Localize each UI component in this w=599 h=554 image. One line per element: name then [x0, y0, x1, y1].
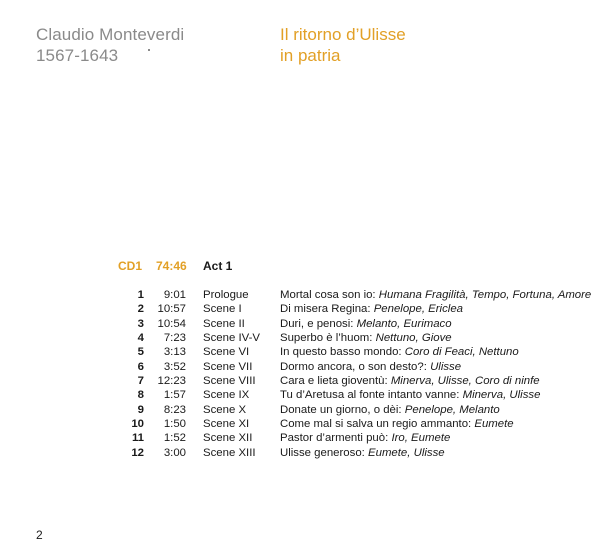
track-roles: Coro di Feaci, Nettuno	[404, 346, 519, 359]
track-number: 11	[131, 432, 144, 445]
track-row	[0, 288, 599, 302]
track-title	[280, 331, 452, 345]
track-row	[0, 417, 599, 431]
track-duration: 10:54	[157, 317, 186, 330]
track-number: 4	[137, 332, 144, 345]
track-duration: 8:23	[163, 403, 186, 416]
track-row	[0, 446, 599, 460]
track-title	[280, 288, 591, 302]
track-title-text: Mortal cosa son io:	[280, 289, 379, 301]
track-roles: Minerva, Ulisse, Coro di ninfe	[390, 375, 540, 388]
track-roles: Humana Fragilità, Tempo, Fortuna, Amore	[378, 289, 592, 301]
track-title	[280, 431, 450, 445]
decorative-dot	[148, 49, 150, 51]
work-title-line-1: Il ritorno d’Ulisse	[280, 25, 406, 44]
track-title-text: Cara e lieta gioventù:	[280, 375, 391, 388]
track-title-text: Dormo ancora, o son desto?:	[280, 360, 431, 373]
track-number: 8	[137, 389, 144, 402]
track-title	[280, 388, 540, 402]
track-duration: 1:50	[163, 418, 186, 431]
track-scene: Scene II	[203, 317, 245, 330]
track-roles: Nettuno, Giove	[375, 332, 452, 345]
track-row	[0, 302, 599, 316]
track-row	[0, 345, 599, 359]
track-roles: Iro, Eumete	[391, 432, 451, 445]
track-title-text: Pastor d’armenti può:	[280, 432, 392, 445]
track-scene: Scene XII	[203, 432, 253, 445]
track-title	[280, 317, 452, 331]
track-duration: 1:52	[163, 432, 186, 445]
cd-duration: 74:46	[156, 259, 187, 273]
track-title-text: Duri, e penosi:	[280, 317, 357, 330]
composer-name: Claudio Monteverdi	[36, 25, 185, 44]
track-roles: Penelope, Ericlea	[373, 303, 463, 316]
track-list	[0, 288, 599, 460]
work-title-block	[280, 24, 406, 66]
track-duration: 3:13	[163, 346, 186, 359]
track-title	[280, 302, 463, 316]
act-heading: Act 1	[203, 259, 233, 273]
track-roles: Penelope, Melanto	[404, 403, 500, 416]
track-scene: Scene I	[203, 303, 242, 316]
track-title-text: Di misera Regina:	[280, 303, 374, 316]
track-scene: Scene IX	[203, 389, 250, 402]
track-title	[280, 417, 514, 431]
track-row	[0, 360, 599, 374]
track-duration: 7:23	[163, 332, 186, 345]
cd-label: CD1	[118, 259, 143, 273]
track-scene: Scene VII	[203, 360, 253, 373]
track-row	[0, 403, 599, 417]
track-number: 1	[137, 289, 144, 301]
page-number: 2	[36, 528, 43, 542]
track-title-text: Donate un giorno, o dèi:	[280, 403, 405, 416]
track-title-text: Superbo è l’huom:	[280, 332, 376, 345]
track-roles: Minerva, Ulisse	[462, 389, 541, 402]
track-title	[280, 374, 540, 388]
track-title-text: Tu d’Aretusa al fonte intanto vanne:	[280, 389, 463, 402]
track-number: 5	[137, 346, 144, 359]
track-scene: Scene IV-V	[203, 332, 260, 345]
track-duration: 10:57	[157, 303, 186, 316]
track-roles: Melanto, Eurimaco	[356, 317, 452, 330]
track-scene: Prologue	[203, 289, 249, 301]
track-number: 7	[137, 375, 144, 388]
composer-dates: 1567-1643	[36, 46, 119, 65]
track-roles: Eumete	[474, 418, 514, 431]
track-scene: Scene XI	[203, 418, 250, 431]
track-roles: Ulisse	[430, 360, 462, 373]
track-duration: 9:01	[163, 289, 186, 301]
track-title	[280, 403, 500, 417]
track-title-text: Come mal si salva un regio ammanto:	[280, 418, 475, 431]
track-duration: 12:23	[157, 375, 186, 388]
work-title-line-2: in patria	[280, 46, 341, 65]
track-number: 10	[131, 418, 144, 431]
track-row	[0, 431, 599, 445]
track-duration: 1:57	[163, 389, 186, 402]
track-number: 9	[137, 403, 144, 416]
track-row	[0, 374, 599, 388]
track-title	[280, 345, 519, 359]
track-scene: Scene X	[203, 403, 247, 416]
track-scene: Scene VIII	[203, 375, 256, 388]
track-scene: Scene XIII	[203, 446, 256, 459]
track-number: 6	[137, 360, 144, 373]
track-scene: Scene VI	[203, 346, 250, 359]
track-roles: Eumete, Ulisse	[368, 446, 445, 459]
track-number: 2	[137, 303, 144, 316]
track-row	[0, 331, 599, 345]
track-title	[280, 446, 445, 460]
composer-block	[36, 24, 184, 66]
track-duration: 3:52	[163, 360, 186, 373]
track-number: 12	[131, 446, 144, 459]
track-row	[0, 317, 599, 331]
track-number: 3	[137, 317, 144, 330]
track-title-text: Ulisse generoso:	[280, 446, 369, 459]
track-title	[280, 360, 461, 374]
track-title-text: In questo basso mondo:	[280, 346, 405, 359]
track-row	[0, 388, 599, 402]
track-duration: 3:00	[163, 446, 186, 459]
